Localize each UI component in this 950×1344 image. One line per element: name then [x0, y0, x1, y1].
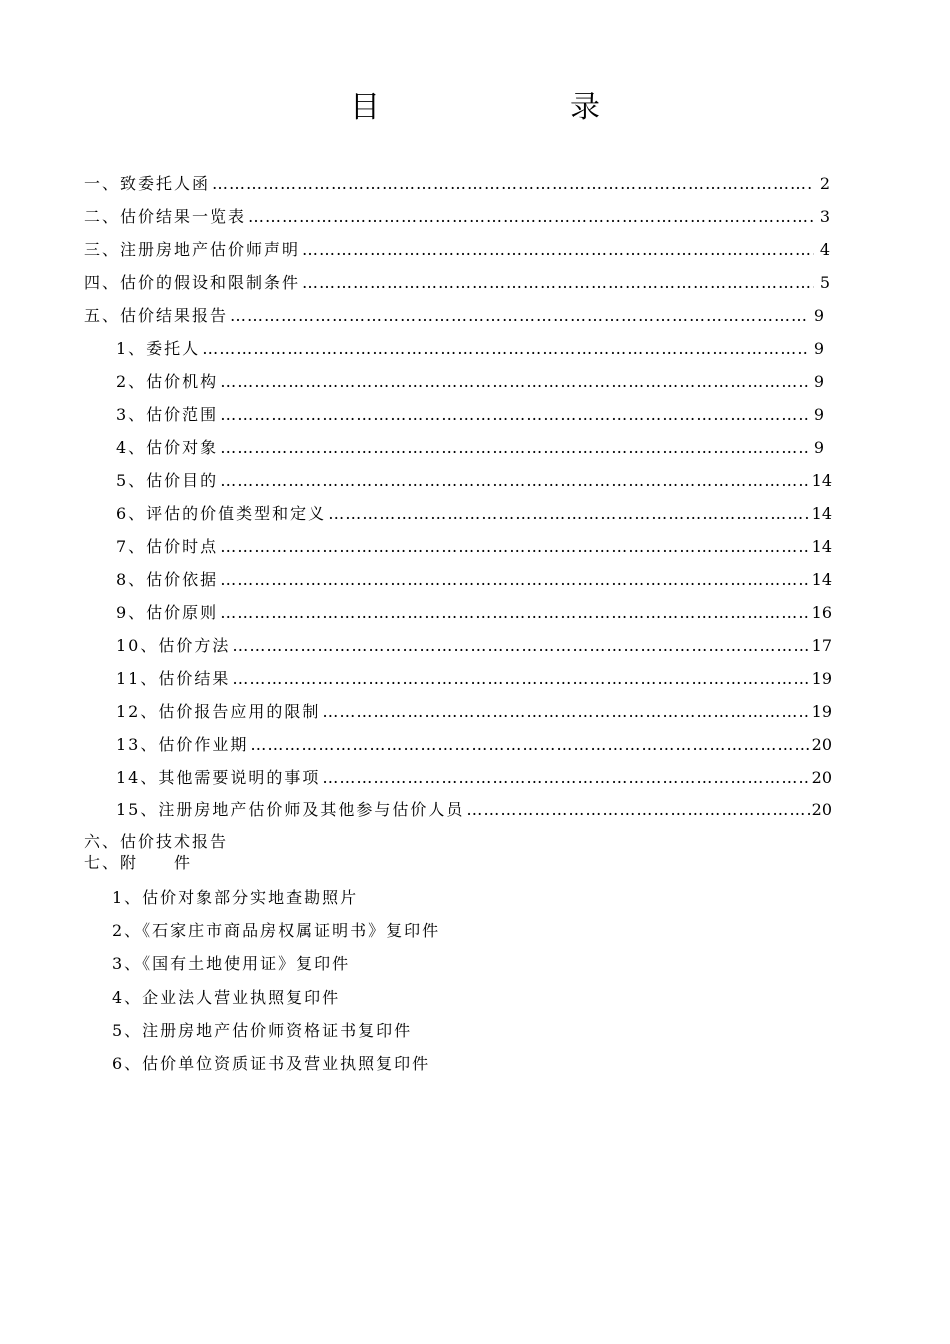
toc-leader-dots — [328, 502, 809, 526]
toc-subentry — [116, 337, 824, 361]
toc-subentry — [116, 634, 832, 658]
toc-leader-dots — [220, 436, 808, 460]
toc-leader-dots — [232, 667, 809, 691]
toc-entry-label: 1、委托人 — [116, 339, 201, 358]
toc-entry-label: 五、估价结果报告 — [84, 306, 229, 325]
toc-subentry — [116, 667, 832, 691]
toc-entry-page: 2 — [819, 174, 830, 193]
toc-leader-dots — [302, 271, 814, 295]
toc-entry-page: 20 — [811, 735, 832, 754]
toc-leader-dots — [220, 469, 809, 493]
toc-leader-dots — [202, 337, 808, 361]
toc-leader-dots — [322, 766, 809, 790]
toc-entry-label: 四、估价的假设和限制条件 — [84, 273, 301, 292]
toc-entry-page: 16 — [811, 603, 832, 622]
toc-subentry — [116, 601, 832, 625]
toc-subentry — [116, 436, 824, 460]
toc-entry-label: 13、估价作业期 — [116, 735, 249, 754]
toc-leader-dots — [230, 304, 808, 328]
toc-entry-label: 5、估价目的 — [116, 471, 219, 490]
toc-leader-dots — [250, 733, 809, 757]
attachment-item: 2、《石家庄市商品房权属证明书》复印件 — [112, 921, 441, 940]
toc-entry-page: 19 — [811, 702, 832, 721]
toc-entry-page: 20 — [811, 768, 832, 787]
toc-subentry — [116, 469, 832, 493]
toc-leader-dots — [322, 700, 809, 724]
attachment-item: 4、企业法人营业执照复印件 — [112, 988, 341, 1007]
toc-entry-page: 9 — [813, 306, 824, 325]
toc-entry-page: 14 — [811, 471, 832, 490]
toc-entry-label: 9、估价原则 — [116, 603, 219, 622]
toc-entry-label: 15、注册房地产估价师及其他参与估价人员 — [116, 800, 465, 819]
toc-entry-page: 9 — [813, 405, 824, 424]
toc-entry-label: 7、估价时点 — [116, 537, 219, 556]
attachment-item: 3、《国有土地使用证》复印件 — [112, 954, 351, 973]
attachment-item: 1、估价对象部分实地查勘照片 — [112, 888, 359, 907]
toc-entry — [84, 205, 830, 229]
toc-leader-dots — [220, 535, 809, 559]
toc-entry-label: 2、估价机构 — [116, 372, 219, 391]
toc-entry-page: 14 — [811, 570, 832, 589]
toc-subentry — [116, 733, 832, 757]
toc-subentry — [116, 502, 832, 526]
toc-leader-dots — [232, 634, 809, 658]
toc-entry-page: 5 — [819, 273, 830, 292]
toc-entry-page: 3 — [819, 207, 830, 226]
toc-entry-page: 9 — [813, 438, 824, 457]
toc-subentry — [116, 403, 824, 427]
toc-leader-dots — [466, 798, 809, 822]
toc-entry-label: 11、估价结果 — [116, 669, 231, 688]
toc-entry — [84, 238, 830, 262]
toc-section-technical-report: 六、估价技术报告 — [84, 832, 229, 851]
toc-subentry — [116, 535, 832, 559]
toc-subentry — [116, 370, 824, 394]
attachment-item: 5、注册房地产估价师资格证书复印件 — [112, 1021, 413, 1040]
toc-entry-page: 14 — [811, 504, 832, 523]
toc-entry-page: 9 — [813, 339, 824, 358]
toc-entry-label: 6、评估的价值类型和定义 — [116, 504, 327, 523]
toc-section-attachments: 七、附 件 — [84, 853, 193, 872]
toc-entry-label: 二、估价结果一览表 — [84, 207, 247, 226]
toc-entry-page: 20 — [811, 800, 832, 819]
toc-leader-dots — [220, 568, 809, 592]
page-title: 目 录 — [350, 90, 680, 125]
toc-entry-label: 三、注册房地产估价师声明 — [84, 240, 301, 259]
toc-leader-dots — [220, 601, 809, 625]
toc-leader-dots — [302, 238, 814, 262]
toc-subentry — [116, 798, 832, 822]
toc-entry-page: 17 — [811, 636, 832, 655]
toc-entry — [84, 271, 830, 295]
toc-leader-dots — [220, 370, 808, 394]
toc-entry-label: 10、估价方法 — [116, 636, 231, 655]
toc-entry-label: 14、其他需要说明的事项 — [116, 768, 321, 787]
toc-entry-label: 8、估价依据 — [116, 570, 219, 589]
toc-entry-page: 4 — [819, 240, 830, 259]
toc-entry — [84, 172, 830, 196]
toc-entry-label: 4、估价对象 — [116, 438, 219, 457]
toc-subentry — [116, 766, 832, 790]
toc-entry-page: 19 — [811, 669, 832, 688]
toc-entry-label: 3、估价范围 — [116, 405, 219, 424]
toc-entry-label: 12、估价报告应用的限制 — [116, 702, 321, 721]
toc-entry-label: 一、致委托人函 — [84, 174, 211, 193]
toc-leader-dots — [220, 403, 808, 427]
toc-subentry — [116, 700, 832, 724]
attachment-item: 6、估价单位资质证书及营业执照复印件 — [112, 1054, 431, 1073]
toc-leader-dots — [212, 172, 814, 196]
toc-subentry — [116, 568, 832, 592]
toc-entry — [84, 304, 824, 328]
toc-entry-page: 14 — [811, 537, 832, 556]
toc-entry-page: 9 — [813, 372, 824, 391]
toc-leader-dots — [248, 205, 814, 229]
